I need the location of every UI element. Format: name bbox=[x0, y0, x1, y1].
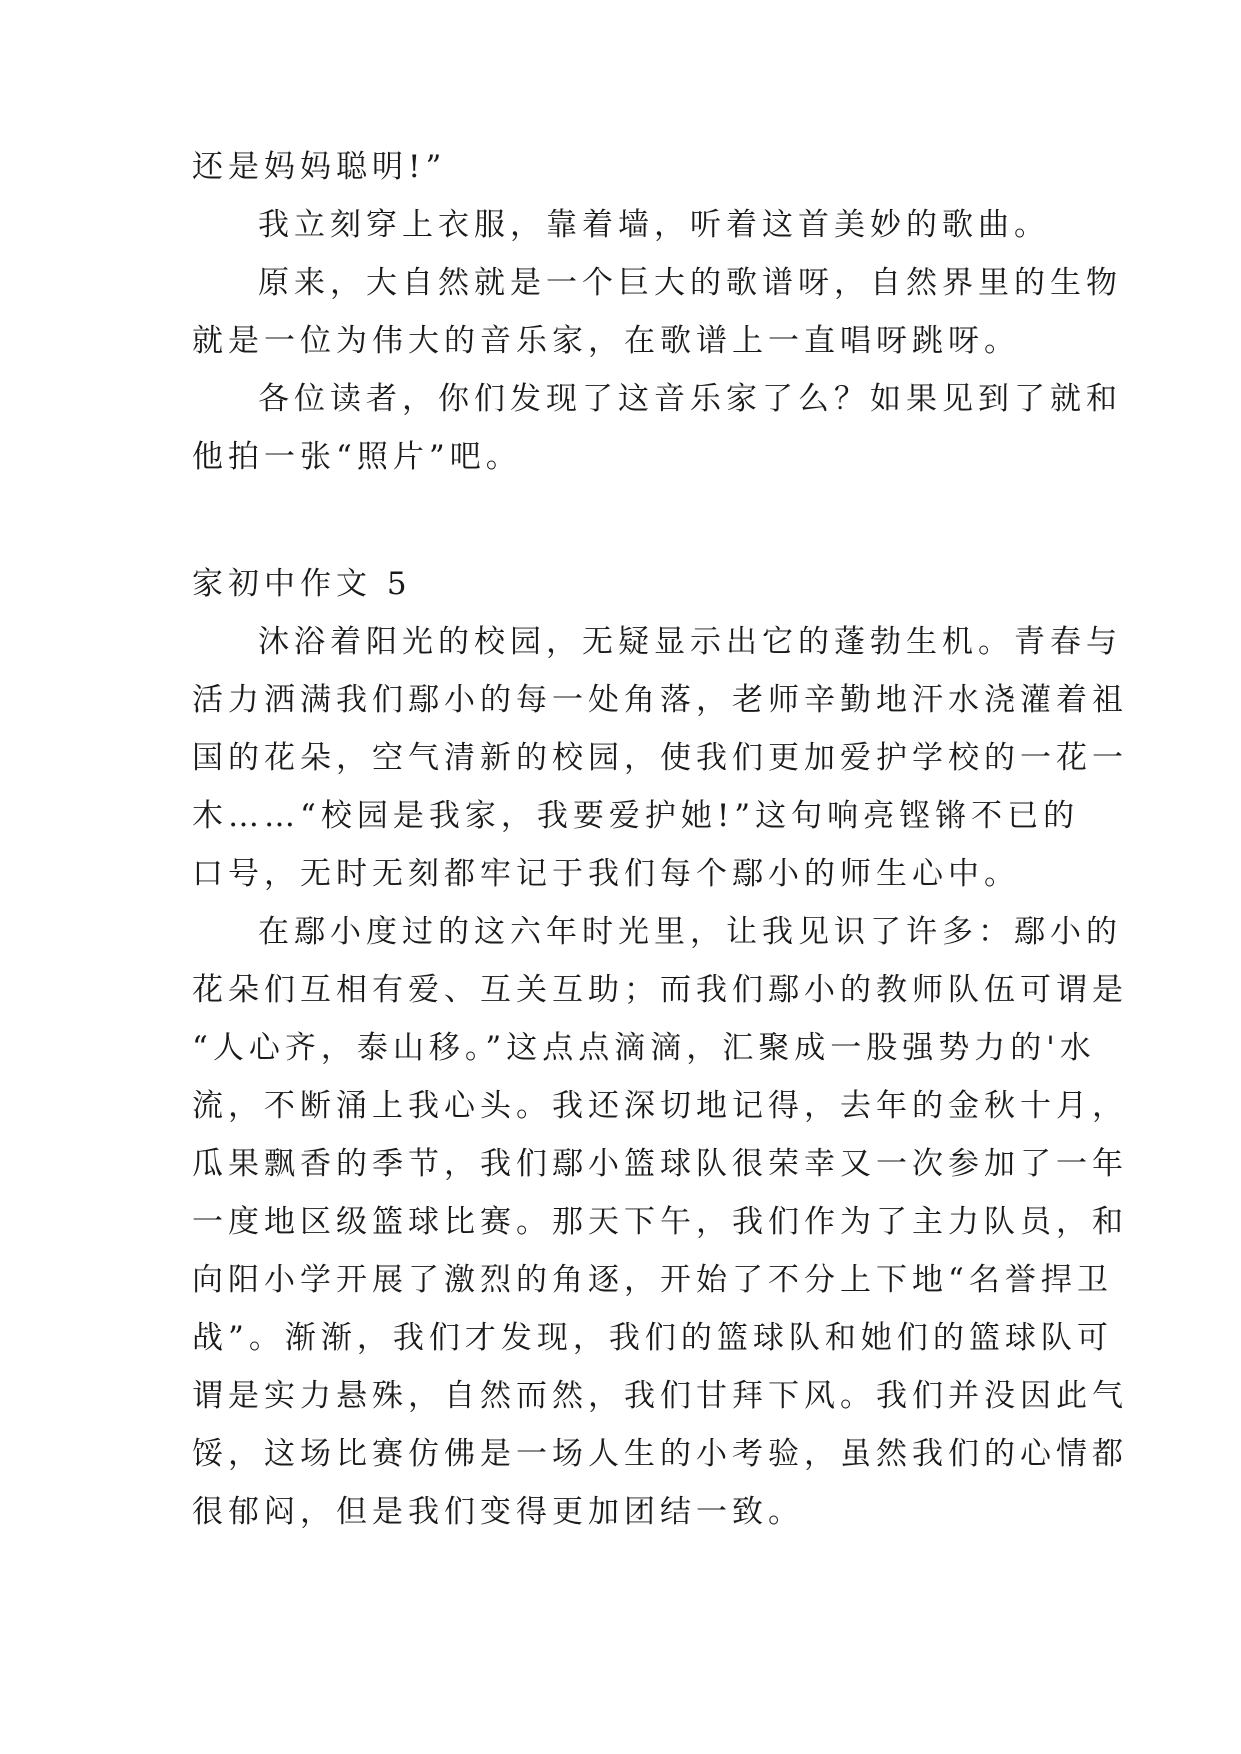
text-line: 谓是实力悬殊，自然而然，我们甘拜下风。我们并没因此气 bbox=[192, 1378, 1128, 1414]
text-line: 活力洒满我们鄢小的每一处角落，老师辛勤地汗水浇灌着祖 bbox=[192, 682, 1128, 718]
text-line: 还是妈妈聪明!” bbox=[192, 149, 447, 185]
text-line: 向阳小学开展了激烈的角逐，开始了不分上下地“名誉捍卫 bbox=[192, 1262, 1113, 1298]
text-line: 木……“校园是我家，我要爱护她!”这句响亮铿锵不已的 bbox=[192, 798, 1080, 834]
text-line: 在鄢小度过的这六年时光里，让我见识了许多：鄢小的 bbox=[258, 914, 1122, 950]
text-line: 很郁闷，但是我们变得更加团结一致。 bbox=[192, 1494, 804, 1530]
section-heading: 家初中作文 5 bbox=[192, 566, 412, 602]
text-line: 他拍一张“照片”吧。 bbox=[192, 439, 522, 475]
text-line: 国的花朵，空气清新的校园，使我们更加爱护学校的一花一 bbox=[192, 740, 1128, 776]
text-line: 一度地区级篮球比赛。那天下午，我们作为了主力队员，和 bbox=[192, 1204, 1128, 1240]
text-line: 我立刻穿上衣服，靠着墙，听着这首美妙的歌曲。 bbox=[258, 207, 1050, 243]
text-line: 馁，这场比赛仿佛是一场人生的小考验，虽然我们的心情都 bbox=[192, 1436, 1128, 1472]
text-line: 各位读者，你们发现了这音乐家了么？如果见到了就和 bbox=[258, 381, 1122, 417]
text-line: 口号，无时无刻都牢记于我们每个鄢小的师生心中。 bbox=[192, 856, 1020, 892]
text-line: 瓜果飘香的季节，我们鄢小篮球队很荣幸又一次参加了一年 bbox=[192, 1146, 1128, 1182]
text-line: 沐浴着阳光的校园，无疑显示出它的蓬勃生机。青春与 bbox=[258, 624, 1122, 660]
text-line: 战”。渐渐，我们才发现，我们的篮球队和她们的篮球队可 bbox=[192, 1320, 1113, 1356]
text-line: 原来，大自然就是一个巨大的歌谱呀，自然界里的生物 bbox=[258, 265, 1122, 301]
text-line: “人心齐，泰山移。”这点点滴滴，汇聚成一股强势力的'水 bbox=[192, 1030, 1096, 1066]
text-line: 流，不断涌上我心头。我还深切地记得，去年的金秋十月， bbox=[192, 1088, 1128, 1124]
text-line: 就是一位为伟大的音乐家，在歌谱上一直唱呀跳呀。 bbox=[192, 323, 1020, 359]
text-line: 花朵们互相有爱、互关互助；而我们鄢小的教师队伍可谓是 bbox=[192, 972, 1128, 1008]
